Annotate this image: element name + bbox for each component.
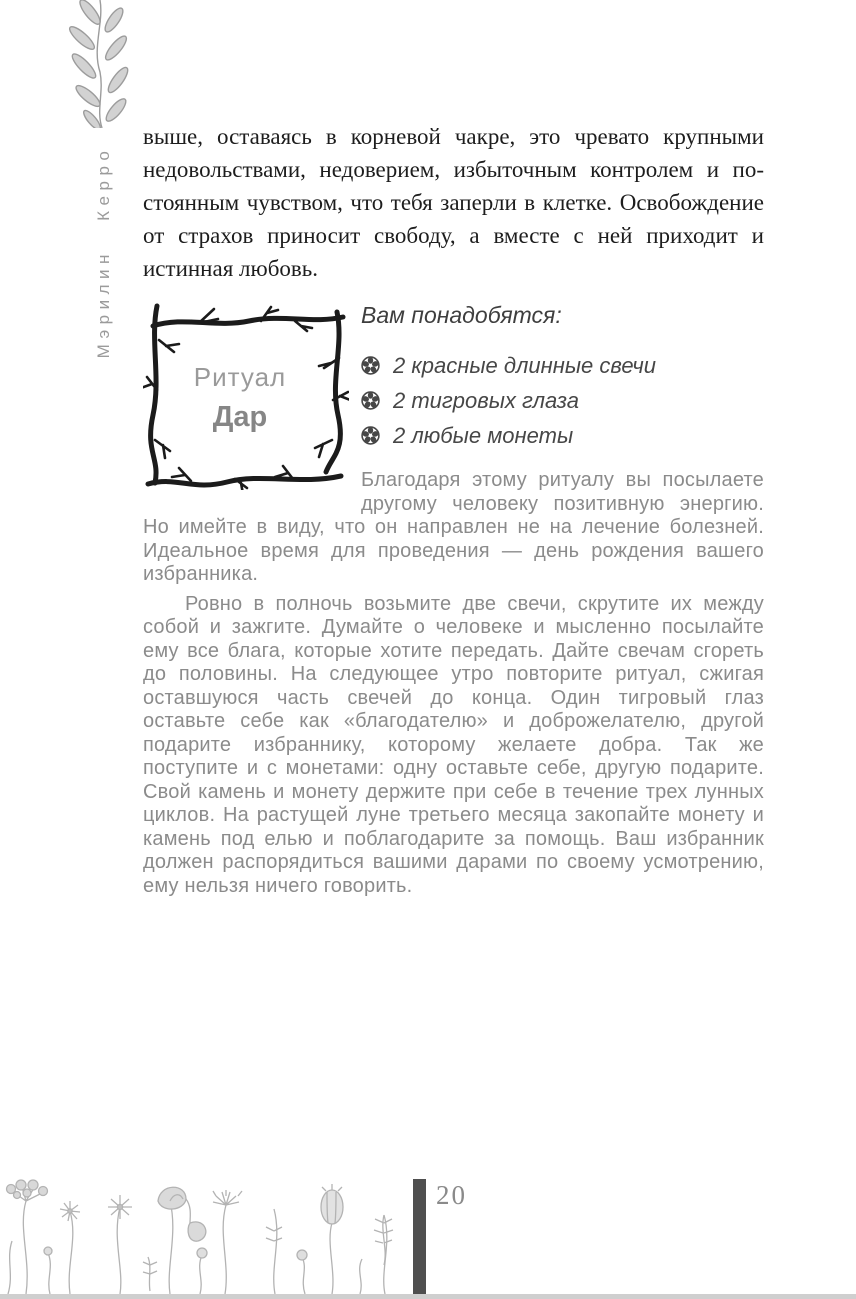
requirement-text: 2 любые монеты [393, 422, 574, 448]
requirement-text: 2 тигровых глаза [393, 387, 579, 413]
leaf-branch-illustration [30, 0, 156, 133]
page-number: 20 [436, 1180, 467, 1210]
flower-bullet-icon [361, 426, 380, 445]
requirement-text: 2 красные длинные свечи [393, 352, 657, 378]
text-column [143, 120, 764, 898]
section-divider-bar [413, 1179, 426, 1294]
ritual-title: Дар [212, 401, 268, 433]
ritual-section [143, 300, 764, 587]
ritual-box [143, 300, 349, 490]
flower-bullet-icon [361, 356, 380, 375]
requirement-item [361, 418, 764, 453]
requirement-item [361, 348, 764, 383]
flower-bullet-icon [361, 391, 380, 410]
requirements-heading: Вам понадобятся: [361, 302, 562, 328]
requirement-item [361, 383, 764, 418]
intro-paragraph: выше, оставаясь в корневой чакре, это чревато крупными недовольствами, недоверием, избыточным контролем и постоянным чувством, что тебя заперли в клетке. Освобождение от страхов приносит свободу, а вместе с ней приходит и истинная любовь. [143, 124, 764, 281]
body-paragraph: Благодаря этому ритуалу вы посылаете другому человеку позитивную энергию. Но имейте в виду, что он направлен не на лечение болезней. Идеальное время для проведения — день рождения вашего избранника. [143, 469, 764, 585]
body-paragraph: Ровно в полночь возьмите две свечи, скрутите их между собой и зажгите. Думайте о человеке и мысленно посылайте ему все блага, которые хотите передать. Дайте свечам сгореть до половины. На следующее утро повторите ритуал, сжигая оставшуюся часть свечей до конца. Один тигровый глаз оставьте себе как «благодателю» и доброжелателю, другой подарите избраннику, которому желаете добра. Так же поступите и с монетами: одну оставьте себе, другую подарите. Свой камень и монету держите при себе в течение трех лунных циклов. На растущей луне третьего месяца закопайте монету и камень под елью и поблагодарите за помощь. Ваш избранник должен распорядиться вашими дарами по своему усмотрению, ему нельзя ничего говорить. [143, 592, 764, 897]
author-sidebar: Мэрилин Керро [94, 145, 113, 359]
page-edge-strip [0, 1294, 856, 1299]
ritual-label: Ритуал [193, 362, 287, 392]
meadow-illustration [0, 1179, 414, 1299]
